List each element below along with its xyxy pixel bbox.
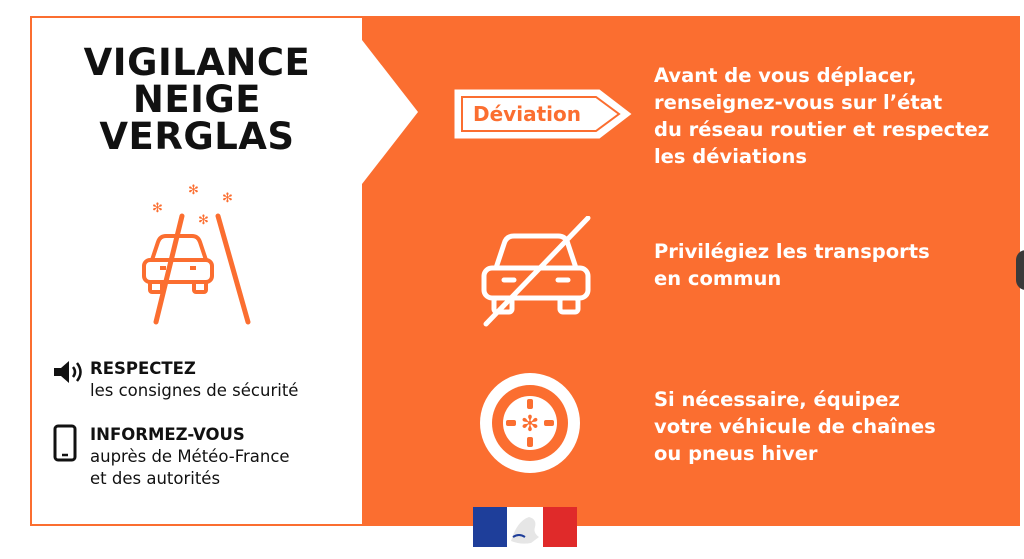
transport-line-2: en commun bbox=[654, 267, 782, 290]
deviation-line-1: Avant de vous déplacer, bbox=[654, 64, 917, 87]
svg-text:✻: ✻ bbox=[222, 191, 233, 206]
no-car-icon bbox=[478, 216, 594, 328]
respectez-heading: RESPECTEZ bbox=[90, 359, 196, 378]
deviation-label: Déviation bbox=[473, 102, 581, 126]
informez-text-1: auprès de Météo-France bbox=[90, 447, 290, 466]
tire-advice bbox=[654, 386, 936, 467]
snow-tire-icon bbox=[477, 370, 583, 476]
informez-text-2: et des autorités bbox=[90, 469, 221, 488]
info-respectez bbox=[52, 358, 298, 402]
tire-line-2: votre véhicule de chaînes bbox=[654, 415, 936, 438]
title-line-2: NEIGE bbox=[132, 78, 262, 121]
svg-text:✻: ✻ bbox=[188, 183, 199, 198]
svg-text:✻: ✻ bbox=[198, 213, 209, 228]
informez-heading: INFORMEZ-VOUS bbox=[90, 425, 245, 444]
poster-title bbox=[32, 41, 362, 158]
tire-line-3: ou pneus hiver bbox=[654, 442, 818, 465]
title-line-3: VERGLAS bbox=[99, 115, 295, 158]
deviation-line-3: du réseau routier et respectez bbox=[654, 118, 990, 141]
deviation-advice bbox=[654, 62, 989, 170]
snowy-road-car-icon bbox=[130, 180, 260, 330]
deviation-line-4: les déviations bbox=[654, 145, 807, 168]
smartphone-icon bbox=[52, 424, 78, 462]
svg-text:✻: ✻ bbox=[520, 412, 540, 437]
info-informez bbox=[52, 424, 290, 490]
title-line-1: VIGILANCE bbox=[83, 41, 311, 84]
transport-line-1: Privilégiez les transports bbox=[654, 240, 930, 263]
speaker-icon bbox=[52, 358, 86, 386]
transport-advice bbox=[654, 238, 930, 292]
panel-arrow bbox=[362, 40, 418, 184]
svg-text:✻: ✻ bbox=[152, 201, 163, 216]
respectez-text: les consignes de sécurité bbox=[90, 381, 299, 400]
french-republic-logo bbox=[473, 507, 577, 547]
deviation-line-2: renseignez-vous sur l’état bbox=[654, 91, 943, 114]
edge-scroll-handle bbox=[1016, 250, 1024, 290]
tire-line-1: Si nécessaire, équipez bbox=[654, 388, 900, 411]
